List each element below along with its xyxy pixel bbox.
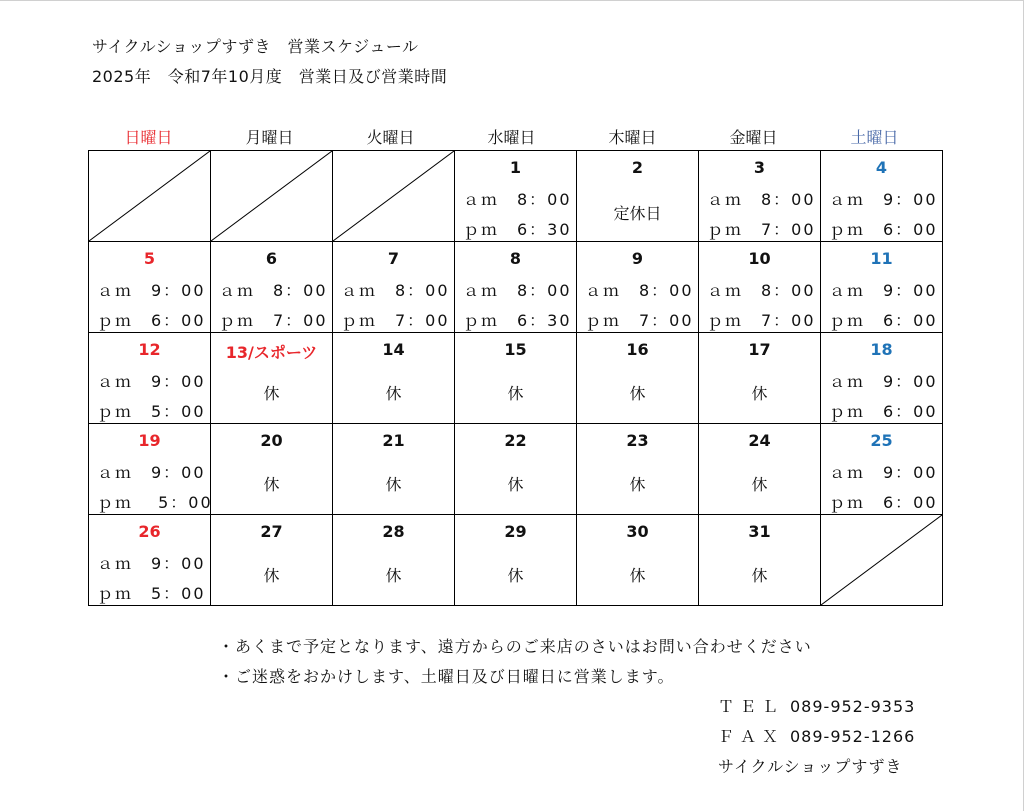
closed-label: 休 <box>751 566 768 585</box>
day-cell <box>577 333 699 424</box>
fax-label: ＦＡＸ <box>718 727 785 746</box>
day-number: 28 <box>382 522 405 541</box>
fax-number: 089-952-1266 <box>790 727 916 746</box>
empty-cell-diagonal <box>89 151 210 241</box>
empty-cell-diagonal <box>821 515 942 605</box>
day-cell <box>821 151 943 242</box>
opening-time: ａｍ 9：00 <box>829 463 938 482</box>
opening-time: ａｍ 8：00 <box>463 190 572 209</box>
right-border <box>1023 0 1024 811</box>
shop-name: サイクルショップすずき <box>718 757 903 776</box>
calendar-week <box>89 333 943 424</box>
closing-time: ｐｍ 6：00 <box>829 220 938 239</box>
opening-time: ａｍ 8：00 <box>341 281 450 300</box>
closing-time: ｐｍ 6：00 <box>829 493 938 512</box>
day-cell <box>821 333 943 424</box>
empty-day-cell <box>89 151 211 242</box>
closing-time: ｐｍ 6：30 <box>463 220 572 239</box>
day-cell <box>699 242 821 333</box>
opening-time: ａｍ 8：00 <box>585 281 694 300</box>
day-cell <box>89 515 211 606</box>
closing-time: ｐｍ 7：00 <box>707 311 816 330</box>
day-cell <box>455 333 577 424</box>
schedule-title: サイクルショップすずき 営業スケジュール <box>92 37 419 56</box>
closed-label: 休 <box>629 566 646 585</box>
day-number: 14 <box>382 340 405 359</box>
closed-label: 休 <box>385 384 402 403</box>
closing-time: ｐｍ 7：00 <box>585 311 694 330</box>
day-cell <box>333 424 455 515</box>
opening-time: ａｍ 8：00 <box>463 281 572 300</box>
opening-time: ａｍ 9：00 <box>97 281 206 300</box>
closing-time: ｐｍ 5：00 <box>97 493 213 512</box>
day-cell <box>699 333 821 424</box>
closed-label: 休 <box>385 566 402 585</box>
day-cell <box>211 242 333 333</box>
day-number: 12 <box>138 340 161 359</box>
opening-time: ａｍ 9：00 <box>97 372 206 391</box>
closed-label: 休 <box>385 475 402 494</box>
day-number: 30 <box>626 522 649 541</box>
day-number: 16 <box>626 340 649 359</box>
note-line-1: ・あくまで予定となります、遠方からのご来店のさいはお問い合わせください <box>218 637 812 656</box>
weekday-sunday: 日曜日 <box>124 128 173 147</box>
day-cell <box>333 333 455 424</box>
day-number: 22 <box>504 431 527 450</box>
weekday-friday: 金曜日 <box>729 128 778 147</box>
day-number: 5 <box>143 249 156 268</box>
tel-number: 089-952-9353 <box>790 697 916 716</box>
day-cell <box>577 424 699 515</box>
note-line-2: ・ご迷惑をおかけします、土曜日及び日曜日に営業します。 <box>218 667 675 686</box>
day-number: 19 <box>138 431 161 450</box>
day-cell <box>89 242 211 333</box>
empty-day-cell <box>211 151 333 242</box>
day-number: 25 <box>870 431 893 450</box>
day-cell <box>455 515 577 606</box>
day-cell <box>211 333 333 424</box>
opening-time: ａｍ 8：00 <box>219 281 328 300</box>
closing-time: ｐｍ 6：00 <box>829 311 938 330</box>
day-cell <box>821 424 943 515</box>
day-number: 27 <box>260 522 283 541</box>
day-number: 17 <box>748 340 771 359</box>
day-cell <box>455 242 577 333</box>
closed-label: 休 <box>507 475 524 494</box>
day-cell <box>577 515 699 606</box>
day-number-holiday: 13/スポーツ <box>225 343 318 362</box>
day-number: 2 <box>631 158 644 177</box>
day-cell <box>699 151 821 242</box>
day-cell <box>699 424 821 515</box>
day-number: 18 <box>870 340 893 359</box>
closed-label: 休 <box>629 384 646 403</box>
day-number: 4 <box>875 158 888 177</box>
closed-label: 休 <box>629 475 646 494</box>
calendar-week <box>89 242 943 333</box>
closing-time: ｐｍ 7：00 <box>219 311 328 330</box>
day-number: 31 <box>748 522 771 541</box>
day-cell <box>89 424 211 515</box>
weekday-wednesday: 水曜日 <box>487 128 536 147</box>
day-cell <box>821 242 943 333</box>
day-number: 10 <box>748 249 771 268</box>
closing-time: ｐｍ 6：00 <box>829 402 938 421</box>
closing-time: ｐｍ 6：30 <box>463 311 572 330</box>
closed-label: 休 <box>263 475 280 494</box>
day-number: 15 <box>504 340 527 359</box>
day-number: 6 <box>265 249 278 268</box>
contact-tel <box>718 694 916 717</box>
day-number: 21 <box>382 431 405 450</box>
empty-cell-diagonal <box>211 151 332 241</box>
day-cell <box>577 242 699 333</box>
opening-time: ａｍ 9：00 <box>829 372 938 391</box>
day-cell <box>89 333 211 424</box>
closed-label: 休 <box>751 475 768 494</box>
day-number: 24 <box>748 431 771 450</box>
day-cell <box>211 515 333 606</box>
opening-time: ａｍ 9：00 <box>829 281 938 300</box>
closing-time: ｐｍ 6：00 <box>97 311 206 330</box>
closing-time: ｐｍ 5：00 <box>97 584 206 603</box>
day-number: 8 <box>509 249 522 268</box>
day-cell <box>211 424 333 515</box>
opening-time: ａｍ 9：00 <box>97 554 206 573</box>
weekday-monday: 月曜日 <box>245 128 294 147</box>
day-cell <box>333 242 455 333</box>
closing-time: ｐｍ 7：00 <box>707 220 816 239</box>
tel-label: ＴＥＬ <box>718 697 785 716</box>
calendar-week <box>89 515 943 606</box>
day-cell <box>699 515 821 606</box>
opening-time: ａｍ 9：00 <box>97 463 206 482</box>
closed-label: 休 <box>507 566 524 585</box>
empty-day-cell <box>333 151 455 242</box>
opening-time: ａｍ 8：00 <box>707 281 816 300</box>
day-cell <box>333 515 455 606</box>
closing-time: ｐｍ 7：00 <box>341 311 450 330</box>
closed-label: 休 <box>263 384 280 403</box>
opening-time: ａｍ 8：00 <box>707 190 816 209</box>
top-border <box>0 0 1024 1</box>
opening-time: ａｍ 9：00 <box>829 190 938 209</box>
day-number: 29 <box>504 522 527 541</box>
day-number: 7 <box>387 249 400 268</box>
day-cell <box>455 424 577 515</box>
weekday-saturday: 土曜日 <box>850 128 899 147</box>
closing-time: ｐｍ 5：00 <box>97 402 206 421</box>
empty-day-cell <box>821 515 943 606</box>
contact-fax <box>718 724 916 747</box>
day-number: 11 <box>870 249 893 268</box>
day-number: 9 <box>631 249 644 268</box>
weekday-thursday: 木曜日 <box>608 128 657 147</box>
calendar-grid <box>88 150 943 606</box>
calendar-week <box>89 424 943 515</box>
closed-label: 休 <box>507 384 524 403</box>
closed-label: 休 <box>751 384 768 403</box>
weekday-tuesday: 火曜日 <box>366 128 415 147</box>
day-number: 23 <box>626 431 649 450</box>
closed-label: 休 <box>263 566 280 585</box>
regular-holiday-label: 定休日 <box>613 204 662 223</box>
day-number: 3 <box>753 158 766 177</box>
day-number: 26 <box>138 522 161 541</box>
calendar-week <box>89 151 943 242</box>
schedule-subtitle: 2025年 令和7年10月度 営業日及び営業時間 <box>92 67 448 86</box>
day-cell <box>577 151 699 242</box>
day-cell <box>455 151 577 242</box>
day-number: 20 <box>260 431 283 450</box>
empty-cell-diagonal <box>333 151 454 241</box>
day-number: 1 <box>509 158 522 177</box>
